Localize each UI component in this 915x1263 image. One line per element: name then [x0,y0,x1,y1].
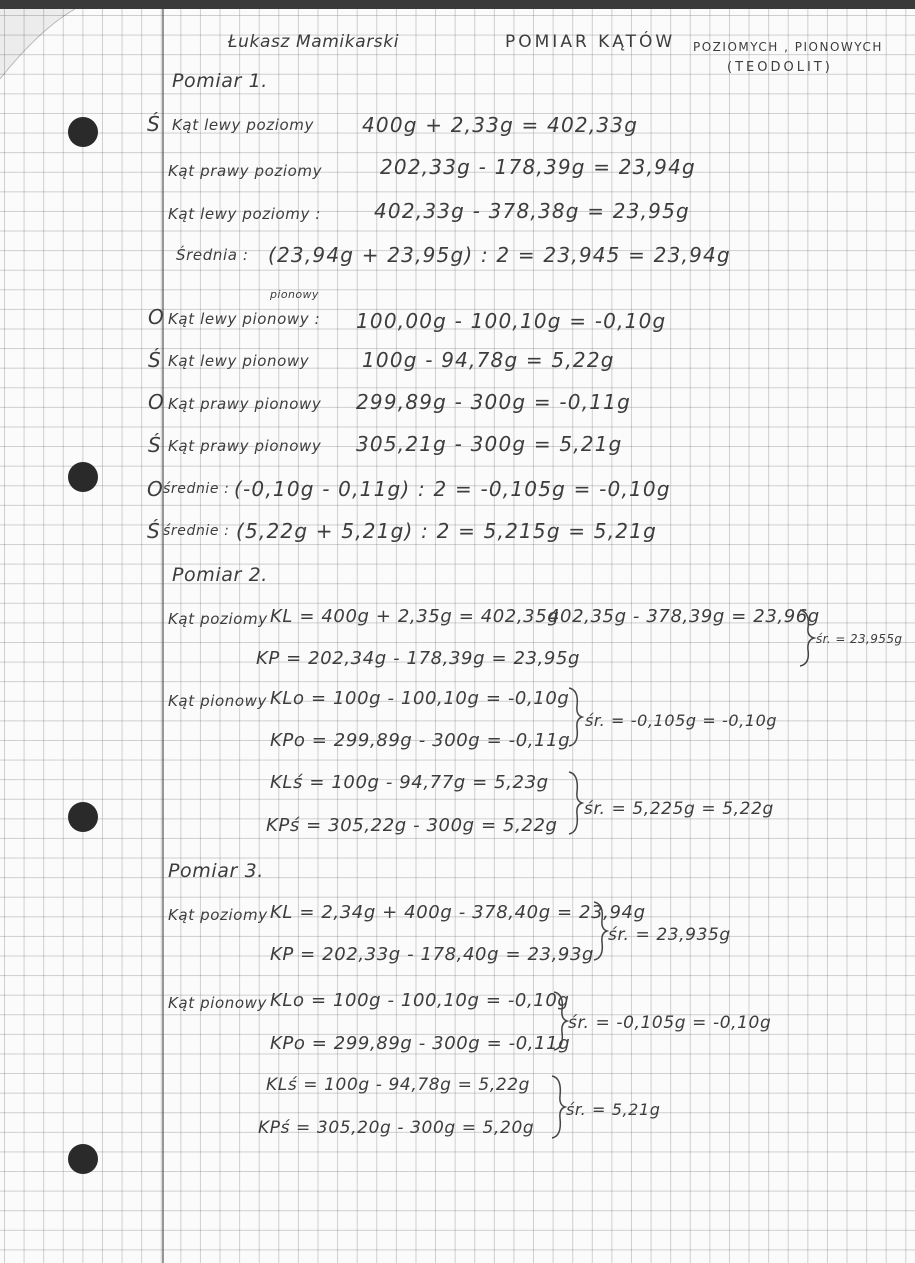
average-pionowy-s: śr. = 5,225g = 5,22g [584,799,774,819]
row-label: średnie : [163,523,230,539]
curly-brace [548,1074,568,1140]
row-label: Kąt prawy pionowy [168,395,322,413]
row-formula: 402,33g - 378,38g = 23,95g [374,199,690,223]
row-label: średnie : [163,481,230,497]
row-formula: (5,22g + 5,21g) : 2 = 5,215g = 5,21g [236,519,658,543]
row-label: Kąt prawy pionowy [168,437,322,455]
row-mark: Ś [147,112,161,136]
kl-extra-formula: 402,35g - 378,39g = 23,96g [548,606,820,627]
kat-poziomy-label: Kąt poziomy [168,610,268,628]
page-title-continued: POZIOMYCH , PIONOWYCH [693,40,883,54]
row-mark: O [147,477,164,501]
kpo-formula: KPo = 299,89g - 300g = -0,11g [270,730,571,751]
average-pionowy-o: śr. = -0,105g = -0,10g [568,1013,772,1033]
kps-formula: KPś = 305,20g - 300g = 5,20g [258,1118,535,1138]
kat-pionowy-label: Kąt pionowy [168,994,267,1012]
curly-brace [550,990,570,1052]
row-mark: O [148,305,165,329]
punch-hole [68,1144,98,1174]
kp-formula: KP = 202,34g - 178,39g = 23,95g [256,648,581,669]
average-pionowy-s: śr. = 5,21g [566,1100,661,1119]
row-formula: 400g + 2,33g = 402,33g [362,113,639,137]
page-title: POMIAR KĄTÓW [505,32,676,52]
curly-brace [796,608,818,668]
kl-formula: KL = 2,34g + 400g - 378,40g = 23,94g [270,902,646,923]
row-formula: (-0,10g - 0,11g) : 2 = -0,105g = -0,10g [234,477,671,501]
kps-formula: KPś = 305,22g - 300g = 5,22g [266,815,558,836]
row-label: Kąt lewy pionowy [168,352,310,370]
section-heading-pomiar-3: Pomiar 3. [168,860,264,882]
kl-formula: KL = 400g + 2,35g = 402,35g [270,606,560,627]
correction-note: pionowy [270,288,319,301]
kls-formula: KLś = 100g - 94,77g = 5,23g [270,772,549,793]
average-poziomy: śr. = 23,955g [816,632,903,646]
row-formula: 299,89g - 300g = -0,11g [356,390,631,414]
row-mark: O [148,390,165,414]
row-mark: Ś [148,433,162,457]
row-formula: 100g - 94,78g = 5,22g [362,348,615,372]
klo-formula: KLo = 100g - 100,10g = -0,10g [270,688,570,709]
kat-poziomy-label: Kąt poziomy [168,906,268,924]
kat-pionowy-label: Kąt pionowy [168,692,267,710]
kp-formula: KP = 202,33g - 178,40g = 23,93g [270,944,595,965]
row-label: Kąt prawy poziomy [168,162,323,180]
section-heading-pomiar-2: Pomiar 2. [172,564,268,586]
margin-line [162,9,164,1263]
punch-hole [68,117,98,147]
punch-hole [68,462,98,492]
row-formula: 100,00g - 100,10g = -0,10g [356,309,667,333]
page-curl-shading [0,9,80,89]
average-poziomy: śr. = 23,935g [608,925,731,945]
kpo-formula: KPo = 299,89g - 300g = -0,11g [270,1033,571,1054]
klo-formula: KLo = 100g - 100,10g = -0,10g [270,990,570,1011]
row-formula: 202,33g - 178,39g = 23,94g [380,155,696,179]
row-label: Kąt lewy poziomy : [168,205,322,223]
row-formula: 305,21g - 300g = 5,21g [356,432,623,456]
row-formula: (23,94g + 23,95g) : 2 = 23,945 = 23,94g [268,243,731,267]
punch-hole [68,802,98,832]
curly-brace [565,770,585,836]
page-subtitle: (TEODOLIT) [727,60,833,75]
curly-brace [590,900,610,962]
row-mark: Ś [147,519,161,543]
row-mark: Ś [148,348,162,372]
scan-top-edge [0,0,915,9]
section-heading-pomiar-1: Pomiar 1. [172,70,268,92]
row-label: Kąt lewy pionowy : [168,310,321,328]
row-label: Kąt lewy poziomy [172,116,314,134]
kls-formula: KLś = 100g - 94,78g = 5,22g [266,1075,531,1095]
author-name: Łukasz Mamikarski [228,32,400,52]
row-label: Średnia : [176,246,249,264]
curly-brace [565,686,585,748]
average-pionowy-o: śr. = -0,105g = -0,10g [585,711,778,730]
